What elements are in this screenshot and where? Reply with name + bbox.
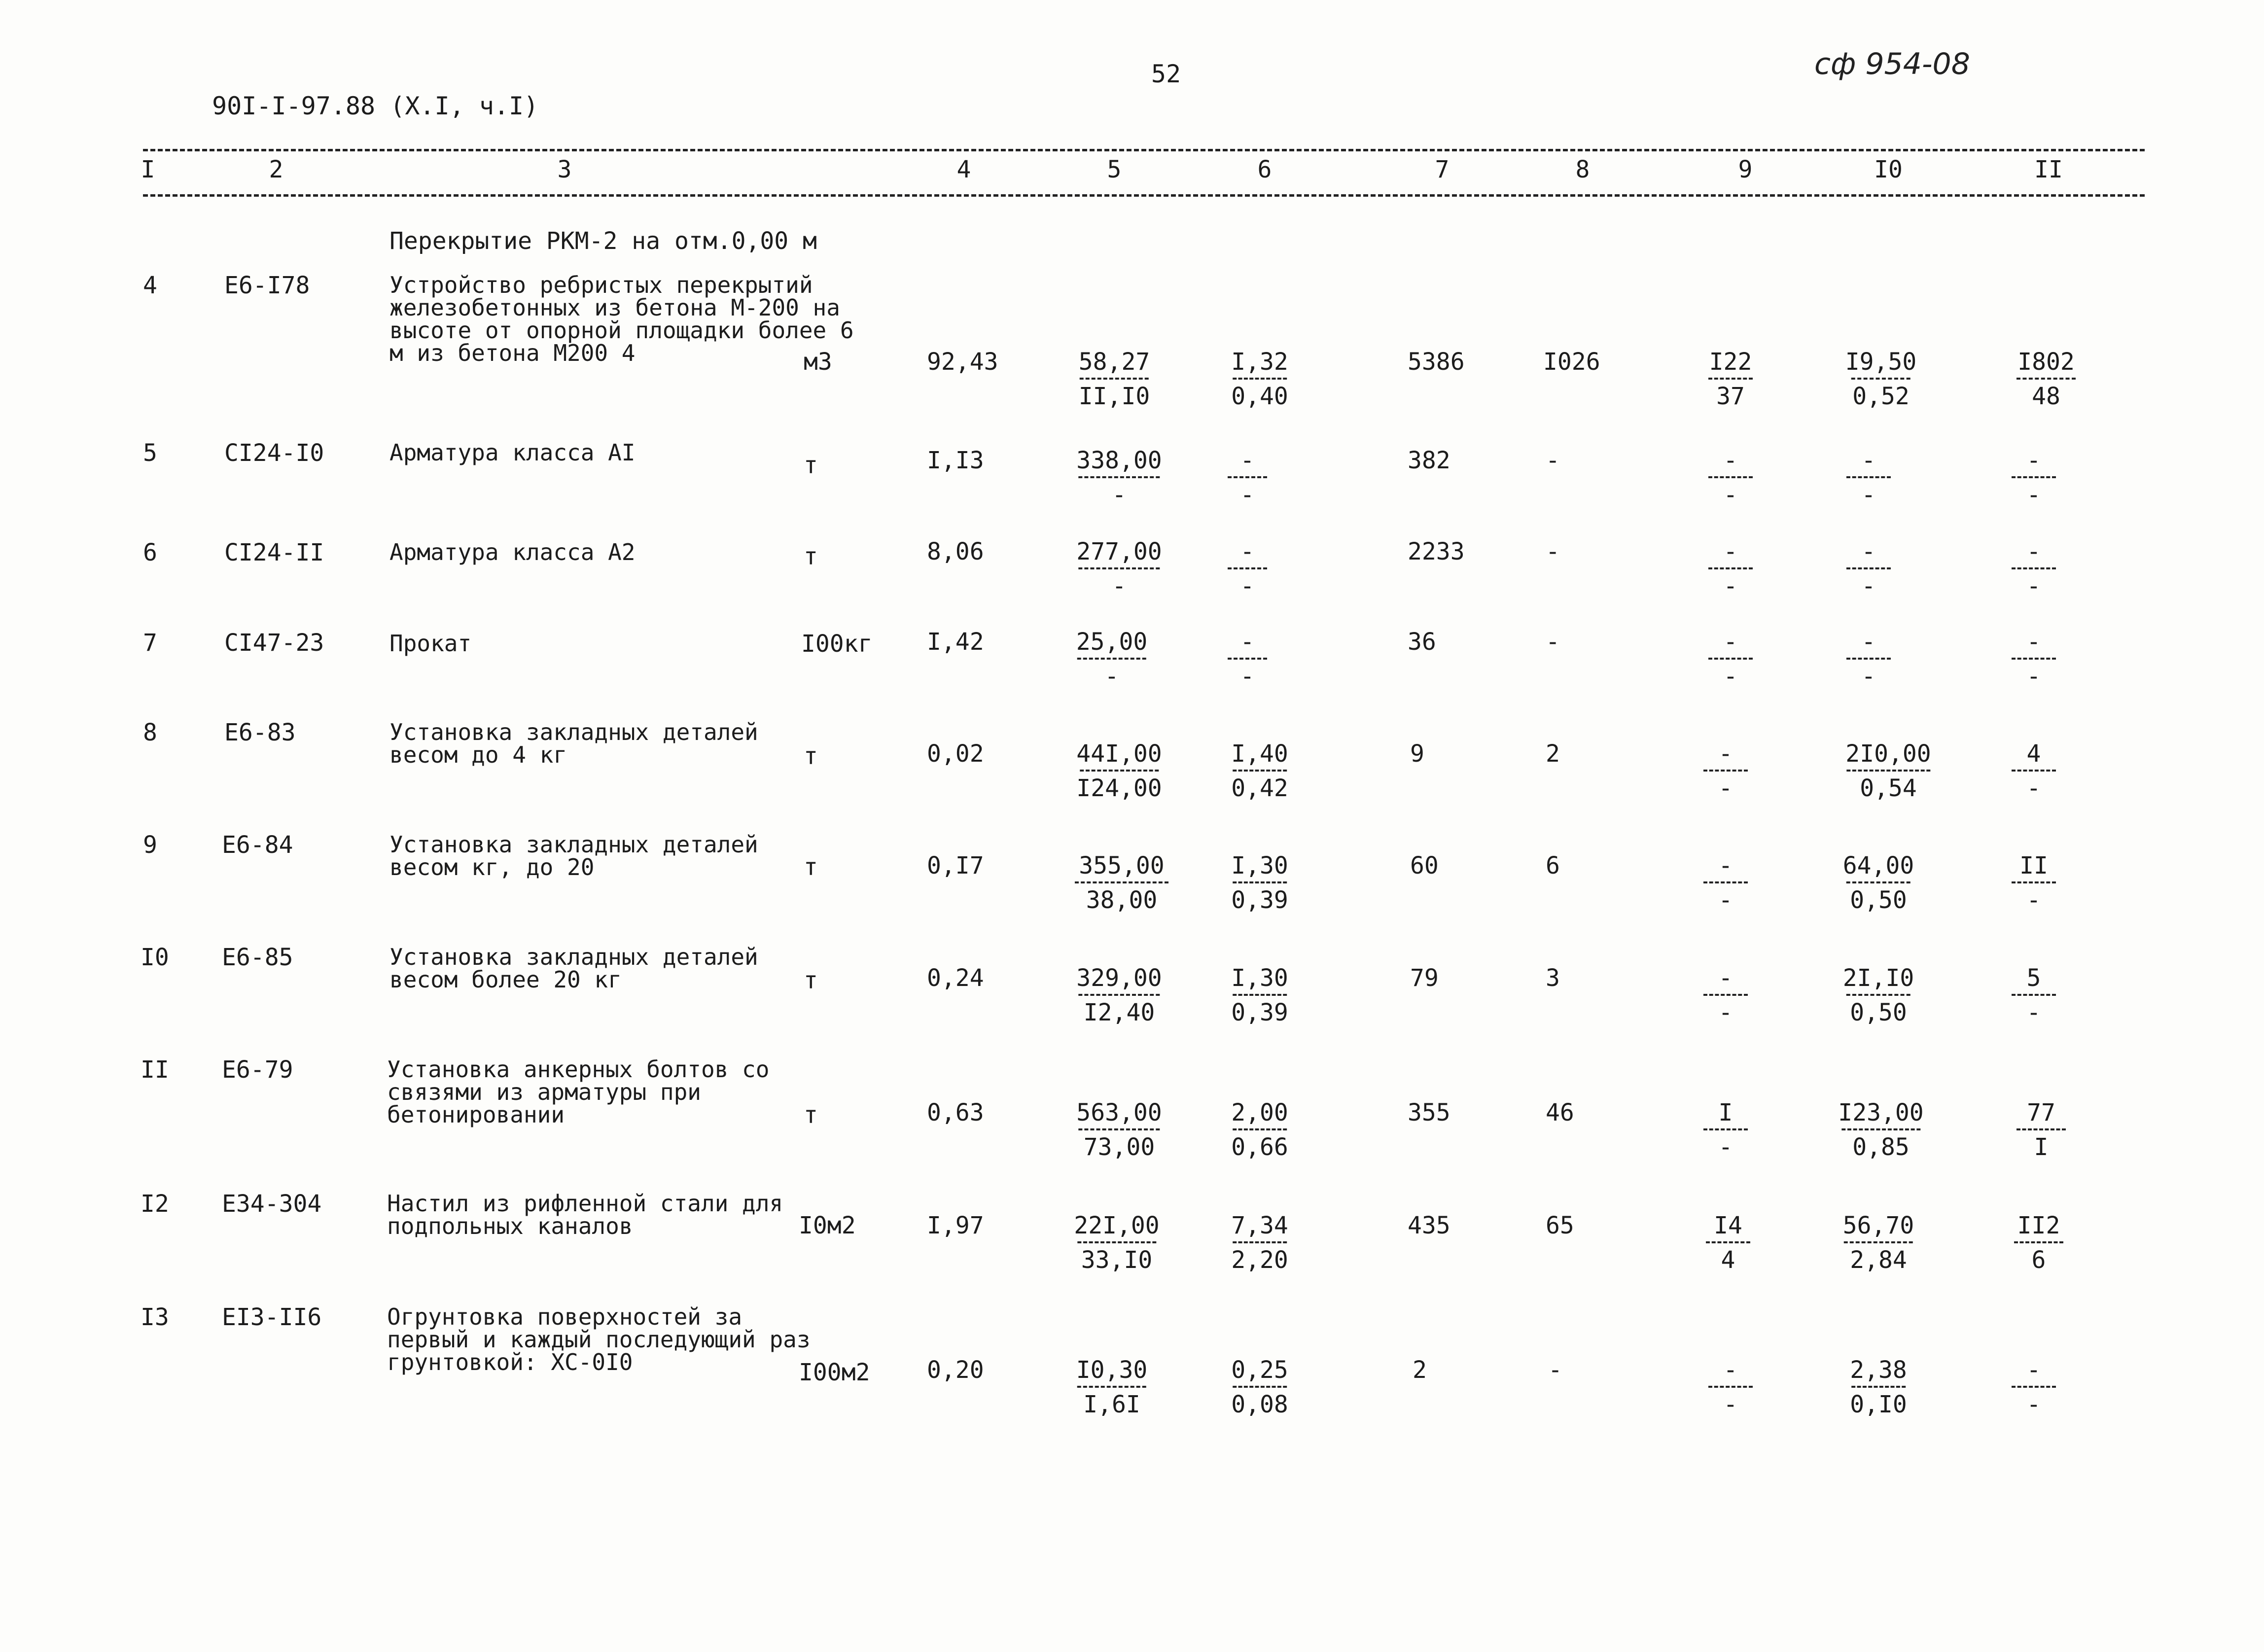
col5-value: 58,27 II,I0	[1078, 348, 1150, 410]
row-quantity: 8,06	[927, 538, 984, 565]
row-unit: т	[804, 543, 818, 570]
col-header-3: 3	[557, 156, 572, 183]
col5-value: 44I,00 I24,00	[1076, 740, 1162, 802]
header-top-rule	[143, 149, 2145, 151]
col5-value: 563,00 73,00	[1076, 1099, 1162, 1161]
row-unit: т	[804, 1101, 818, 1129]
col-header-6: 6	[1257, 156, 1272, 183]
page-number: 52	[1151, 60, 1181, 88]
col8-value: -	[1546, 447, 1560, 474]
col8-value: -	[1548, 1356, 1562, 1384]
row-quantity: 0,20	[927, 1356, 984, 1384]
col6-value: - -	[1228, 630, 1267, 688]
col11-value: 5 -	[2012, 966, 2056, 1024]
row-quantity: 92,43	[927, 348, 998, 376]
row-description: Прокат	[389, 630, 472, 657]
row-description: Огрунтовка поверхностей за первый и каждый последующий раз грунтовкой: ХС-0I0	[387, 1303, 811, 1375]
row-code: E6-83	[224, 719, 296, 746]
col10-value: - -	[1846, 449, 1891, 507]
col7-value: 435	[1408, 1212, 1450, 1239]
col6-value: 7,34 2,20	[1231, 1212, 1288, 1274]
row-unit: т	[804, 853, 818, 881]
row-code: EI3-II6	[222, 1303, 322, 1331]
col6-value: 0,25 0,08	[1231, 1356, 1288, 1418]
col-header-8: 8	[1575, 156, 1590, 183]
row-number: 4	[143, 272, 157, 299]
row-code: E34-304	[222, 1190, 322, 1218]
col7-value: 9	[1410, 740, 1424, 768]
col9-value: I -	[1703, 1101, 1748, 1159]
row-quantity: 0,I7	[927, 852, 984, 879]
col10-value: I9,50 0,52	[1845, 348, 1917, 410]
row-code: CI24-II	[224, 539, 324, 566]
col10-value: I23,00 0,85	[1838, 1099, 1924, 1161]
col10-value: 2I0,00 0,54	[1845, 740, 1931, 802]
col7-value: 2233	[1408, 538, 1465, 565]
col7-value: 79	[1410, 964, 1439, 992]
col-header-1: I	[141, 156, 155, 183]
row-description: Арматура класса A2	[389, 539, 636, 565]
col9-value: - -	[1703, 854, 1748, 912]
col10-value: 64,00 0,50	[1842, 852, 1914, 914]
doc-code: 90I-I-97.88 (X.I, ч.I)	[212, 92, 539, 120]
row-code: E6-I78	[224, 272, 310, 299]
col6-value: I,32 0,40	[1231, 348, 1288, 410]
row-quantity: 0,02	[927, 740, 984, 768]
row-unit: I0м2	[799, 1212, 856, 1239]
col5-value: 277,00 -	[1076, 538, 1162, 600]
col7-value: 2	[1413, 1356, 1427, 1384]
row-unit: I00кг	[801, 630, 873, 658]
header-bottom-rule	[143, 194, 2145, 197]
col9-value: - -	[1708, 1358, 1753, 1416]
col10-value: - -	[1846, 630, 1891, 688]
col9-value: - -	[1703, 966, 1748, 1024]
col8-value: 46	[1546, 1099, 1574, 1126]
row-unit: т	[804, 452, 818, 479]
row-code: E6-79	[222, 1056, 293, 1084]
col10-value: 2I,I0 0,50	[1842, 964, 1914, 1026]
col10-value: - -	[1846, 540, 1891, 598]
row-unit: м3	[804, 348, 832, 376]
col7-value: 382	[1408, 447, 1450, 474]
col8-value: 65	[1546, 1212, 1574, 1239]
row-code: CI24-I0	[224, 439, 324, 467]
row-number: 8	[143, 719, 157, 746]
col8-value: -	[1546, 628, 1560, 656]
col-header-10: I0	[1874, 156, 1903, 183]
row-number: 6	[143, 539, 157, 566]
col7-value: 5386	[1408, 348, 1465, 376]
col-header-11: II	[2034, 156, 2063, 183]
col6-value: 2,00 0,66	[1231, 1099, 1288, 1161]
col6-value: I,30 0,39	[1231, 964, 1288, 1026]
col8-value: 6	[1546, 852, 1560, 879]
row-description: Установка закладных деталей весом более 20 кг	[389, 944, 758, 993]
row-number: I3	[141, 1303, 169, 1331]
col-header-7: 7	[1435, 156, 1450, 183]
col9-value: - -	[1708, 630, 1753, 688]
row-quantity: I,97	[927, 1212, 984, 1239]
row-unit: I00м2	[799, 1359, 870, 1386]
col11-value: 4 -	[2012, 742, 2056, 800]
section-title: Перекрытие РКМ-2 на отм.0,00 м	[389, 227, 817, 255]
col8-value: 2	[1546, 740, 1560, 768]
row-code: E6-85	[222, 944, 293, 971]
col6-value: I,30 0,39	[1231, 852, 1288, 914]
col5-value: I0,30 I,6I	[1076, 1356, 1148, 1418]
col5-value: 329,00 I2,40	[1076, 964, 1162, 1026]
col5-value: 25,00 -	[1076, 628, 1148, 690]
col10-value: 56,70 2,84	[1842, 1212, 1914, 1274]
col9-value: - -	[1708, 449, 1753, 507]
col-header-9: 9	[1738, 156, 1753, 183]
row-number: 9	[143, 831, 157, 859]
row-description: Установка закладных деталей весом до 4 кг	[389, 719, 758, 768]
row-number: I0	[141, 944, 169, 971]
col9-value: - -	[1703, 742, 1748, 800]
col5-value: 355,00 38,00	[1075, 854, 1168, 912]
col8-value: I026	[1543, 348, 1600, 376]
row-number: 5	[143, 439, 157, 467]
stamp-text: сф 954-08	[1814, 47, 1970, 81]
col-header-2: 2	[269, 156, 283, 183]
col10-value: 2,38 0,I0	[1850, 1356, 1907, 1418]
col11-value: - -	[2012, 449, 2056, 507]
col-header-4: 4	[956, 156, 971, 183]
col9-value: I22 37	[1709, 348, 1752, 410]
col6-value: - -	[1228, 449, 1267, 507]
col6-value: I,40 0,42	[1231, 740, 1288, 802]
row-unit: т	[804, 742, 818, 770]
row-description: Арматура класса AI	[389, 439, 636, 466]
col9-value: - -	[1708, 540, 1753, 598]
col9-value: I4 4	[1706, 1214, 1750, 1272]
col6-value: - -	[1228, 540, 1267, 598]
row-number: 7	[143, 629, 157, 657]
col7-value: 60	[1410, 852, 1439, 879]
row-unit: т	[804, 967, 818, 994]
col5-value: 338,00 -	[1076, 447, 1162, 509]
row-description: Установка анкерных болтов со связями из арматуры при бетонировании	[387, 1056, 770, 1128]
row-description: Настил из рифленной стали для подпольных каналов	[387, 1190, 783, 1239]
col11-value: I802 48	[2016, 350, 2076, 408]
col5-value: 22I,00 33,I0	[1074, 1212, 1160, 1274]
col11-value: - -	[2012, 1358, 2056, 1416]
row-number: I2	[141, 1190, 169, 1218]
row-quantity: I,42	[927, 628, 984, 656]
row-description: Устройство ребристых перекрытий железобетонных из бетона М-200 на высоте от опорной площадки более 6 м из бетона М200 4	[389, 272, 854, 366]
col11-value: 77 I	[2016, 1101, 2066, 1159]
col8-value: -	[1546, 538, 1560, 565]
row-description: Установка закладных деталей весом кг, до 20	[389, 831, 758, 880]
row-code: E6-84	[222, 831, 293, 859]
col11-value: II -	[2012, 854, 2056, 912]
col11-value: - -	[2012, 540, 2056, 598]
col8-value: 3	[1546, 964, 1560, 992]
col-header-5: 5	[1107, 156, 1122, 183]
row-number: II	[141, 1056, 169, 1084]
row-quantity: I,I3	[927, 447, 984, 474]
row-quantity: 0,24	[927, 964, 984, 992]
col11-value: - -	[2012, 630, 2056, 688]
row-quantity: 0,63	[927, 1099, 984, 1126]
col11-value: II2 6	[2014, 1214, 2063, 1272]
row-code: CI47-23	[224, 629, 324, 657]
col7-value: 355	[1408, 1099, 1450, 1126]
col7-value: 36	[1408, 628, 1436, 656]
